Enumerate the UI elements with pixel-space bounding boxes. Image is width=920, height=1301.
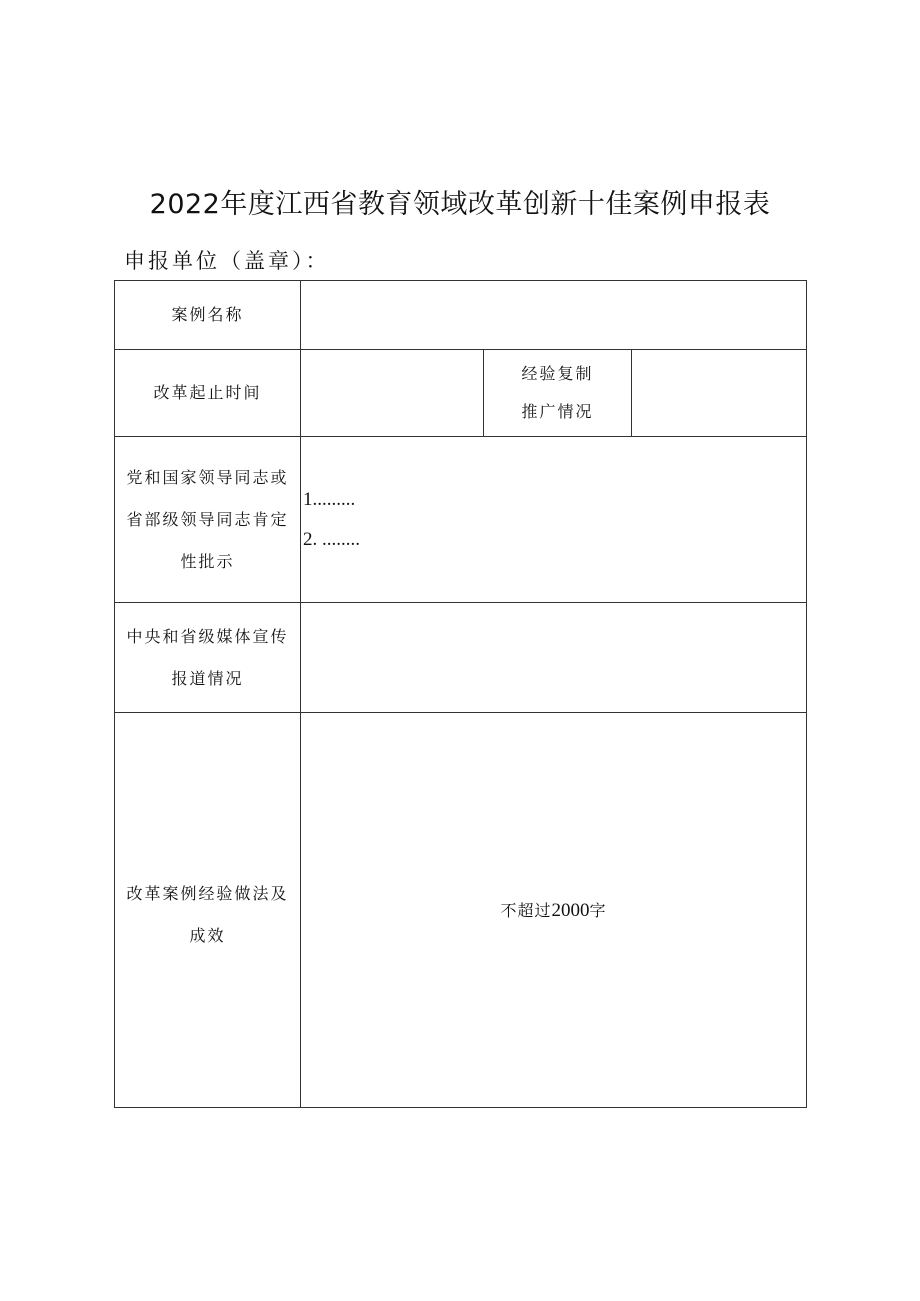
reform-period-label: 改革起止时间	[115, 350, 301, 437]
replication-label-line2: 推广情况	[521, 402, 594, 421]
leader-approval-label-line2: 省部级领导同志肯定	[126, 509, 289, 529]
application-form-table	[114, 280, 807, 1108]
leader-approval-label	[115, 437, 301, 603]
word-limit-prefix: 不超过	[500, 901, 552, 920]
media-report-label-line2: 报道情况	[171, 668, 244, 688]
word-limit-number: 2000	[551, 900, 590, 921]
row-leader-approval	[115, 437, 807, 603]
word-limit-note	[301, 898, 806, 922]
leader-approval-item-2: 2. ........	[303, 528, 360, 550]
applicant-unit-label: 申报单位（盖章）：	[124, 249, 330, 273]
leader-approval-label-line1: 党和国家领导同志或	[126, 467, 289, 487]
reform-period-field[interactable]	[301, 350, 484, 437]
document-title: 2022年度江西省教育领域改革创新十佳案例申报表	[149, 189, 771, 220]
leader-approval-item-1: 1.........	[303, 488, 356, 510]
row-reform-practice	[115, 713, 807, 1108]
media-report-field[interactable]	[301, 603, 807, 713]
replication-field[interactable]	[632, 350, 807, 437]
case-name-field[interactable]	[301, 281, 807, 350]
leader-approval-field[interactable]	[301, 437, 807, 603]
row-media-report	[115, 603, 807, 713]
replication-label	[484, 350, 632, 437]
reform-practice-label-line1: 改革案例经验做法及	[126, 884, 289, 903]
row-reform-period	[115, 350, 807, 437]
media-report-label-line1: 中央和省级媒体宣传	[126, 626, 289, 646]
word-limit-suffix: 字	[589, 901, 607, 920]
reform-practice-label	[115, 713, 301, 1108]
media-report-label	[115, 603, 301, 713]
replication-label-line1: 经验复制	[521, 364, 594, 383]
leader-approval-label-line3: 性批示	[180, 551, 235, 571]
reform-practice-label-line2: 成效	[189, 926, 226, 945]
row-case-name	[115, 281, 807, 350]
reform-practice-field[interactable]	[301, 713, 807, 1108]
case-name-label: 案例名称	[115, 281, 301, 350]
